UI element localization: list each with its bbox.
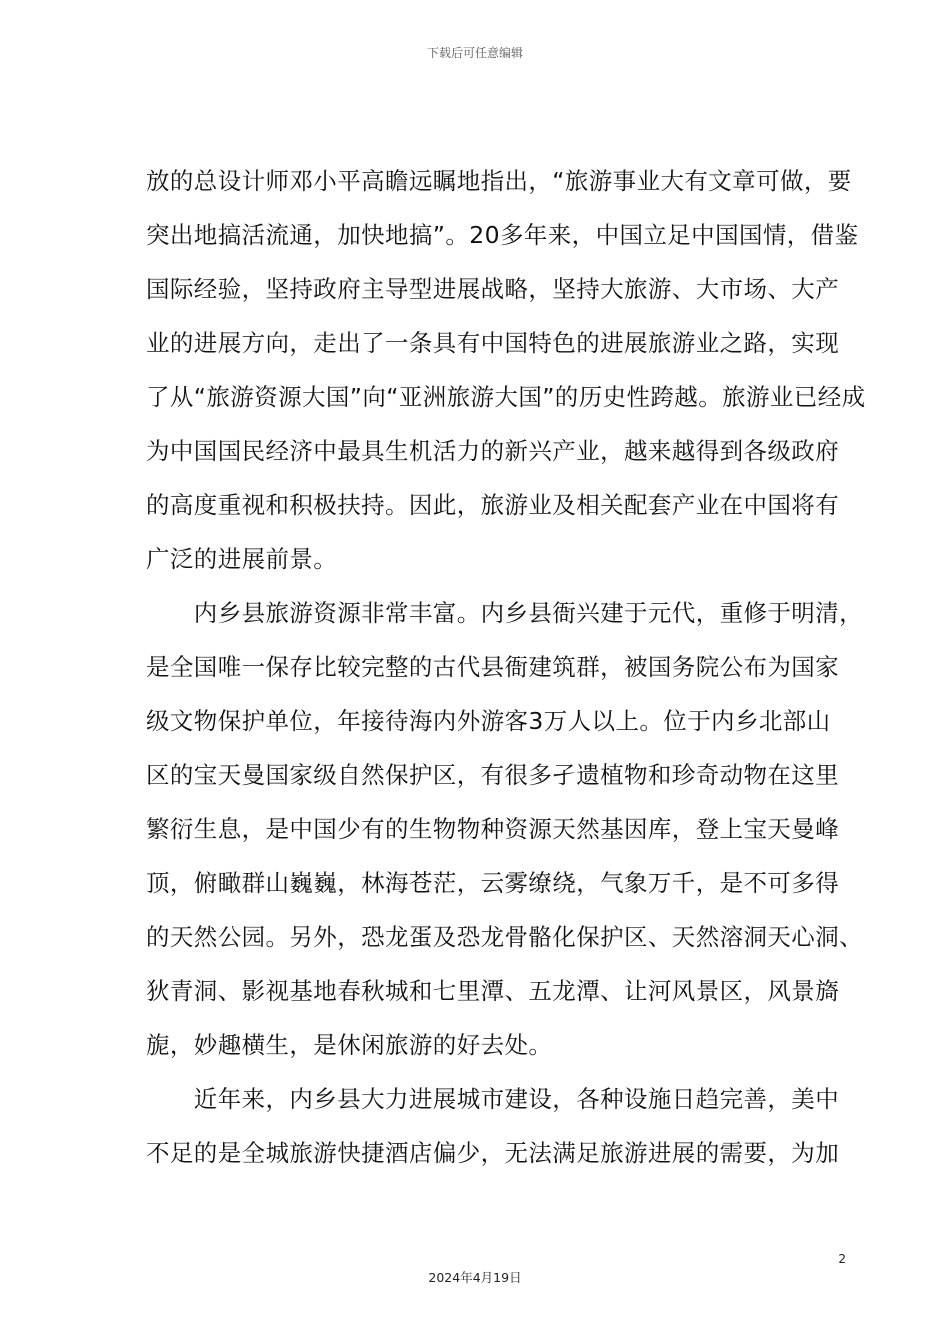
page-header: 下载后可任意编辑 <box>426 46 523 60</box>
text-line: 狄青洞、影视基地春秋城和七里潭、五龙潭、让河风景区，风景旖 <box>146 977 840 1005</box>
text-line: 国际经验，坚持政府主导型进展战略，坚持大旅游、大市场、大产 <box>146 275 840 303</box>
text-line: 区的宝天曼国家级自然保护区，有很多孑遗植物和珍奇动物在这里 <box>146 761 840 789</box>
text-line: 突出地搞活流通，加快地搞”。20多年来，中国立足中国国情，借鉴 <box>146 221 859 249</box>
text-line: 顶，俯瞰群山巍巍，林海苍茫，云雾缭绕，气象万千，是不可多得 <box>146 869 840 897</box>
text-line: 不足的是全城旅游快捷酒店偏少，无法满足旅游进展的需要，为加 <box>146 1139 840 1167</box>
text-line: 级文物保护单位，年接待海内外游客3万人以上。位于内乡北部山 <box>146 707 831 735</box>
footer-date: 2024年4月19日 <box>428 1270 522 1285</box>
text-line: 旎，妙趣横生，是休闲旅游的好去处。 <box>146 1031 553 1059</box>
text-line: 近年来，内乡县大力进展城市建设，各种设施日趋完善，美中 <box>146 1085 840 1113</box>
text-line: 是全国唯一保存比较完整的古代县衙建筑群，被国务院公布为国家 <box>146 653 840 681</box>
text-line: 的高度重视和积极扶持。因此，旅游业及相关配套产业在中国将有 <box>146 491 840 519</box>
text-line: 为中国国民经济中最具生机活力的新兴产业，越来越得到各级政府 <box>146 437 840 465</box>
text-line: 了从“旅游资源大国”向“亚洲旅游大国”的历史性跨越。旅游业已经成 <box>146 383 866 411</box>
text-line: 业的进展方向，走出了一条具有中国特色的进展旅游业之路，实现 <box>146 329 840 357</box>
text-line: 放的总设计师邓小平高瞻远瞩地指出，“旅游事业大有文章可做，要 <box>146 167 852 195</box>
text-line: 广泛的进展前景。 <box>146 545 338 573</box>
text-line: 繁衍生息，是中国少有的生物物种资源天然基因库，登上宝天曼峰 <box>146 815 840 843</box>
page-number: 2 <box>838 1252 846 1266</box>
body-text <box>146 154 866 1180</box>
text-line: 的天然公园。另外，恐龙蛋及恐龙骨骼化保护区、天然溶洞天心洞、 <box>146 923 863 951</box>
text-line: 内乡县旅游资源非常丰富。内乡县衙兴建于元代，重修于明清， <box>146 599 863 627</box>
